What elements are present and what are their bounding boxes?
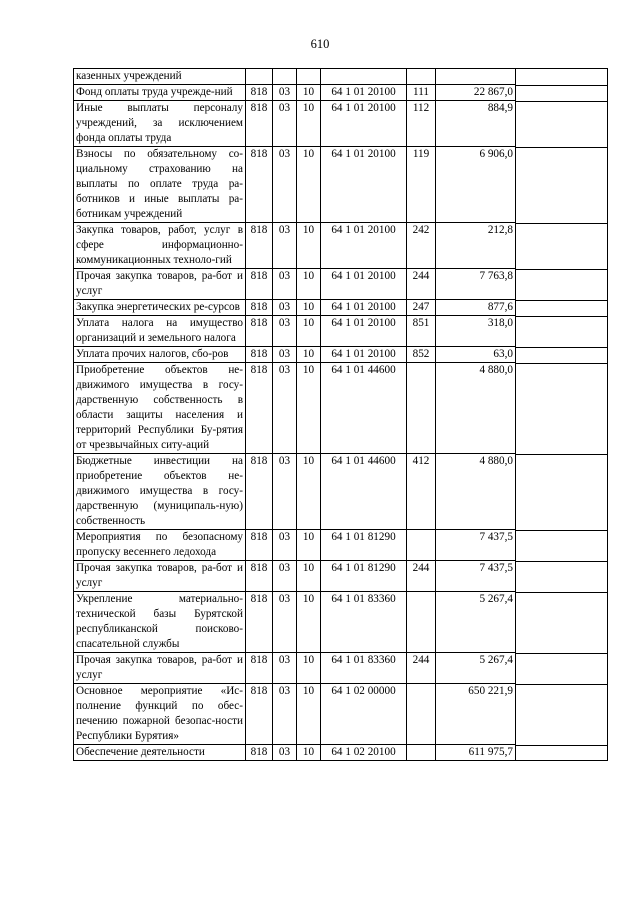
row-subsection-code-cell: 10 (297, 269, 321, 300)
row-name-cell: Взносы по обязательному со-циальному страхованию на выплаты по оплате труда ра-ботников и иные выплаты ра-ботникам учреждений (74, 147, 246, 223)
row-target-article-cell: 64 1 01 20100 (321, 300, 407, 316)
row-target-article-cell: 64 1 01 44600 (321, 454, 407, 530)
row-amount-cell: 877,6 (436, 300, 516, 316)
row-name-cell: Фонд оплаты труда учрежде-ний (74, 85, 246, 101)
row-target-article-cell: 64 1 01 20100 (321, 223, 407, 269)
table-row (74, 561, 516, 592)
row-target-article-cell: 64 1 01 83360 (321, 653, 407, 684)
row-amount-cell: 5 267,4 (436, 592, 516, 653)
row-subsection-code-cell: 10 (297, 363, 321, 454)
row-admin-code-cell: 818 (246, 347, 273, 363)
row-expense-type-cell: 112 (407, 101, 436, 147)
row-divider (515, 85, 607, 86)
row-divider (515, 653, 607, 654)
row-admin-code-cell: 818 (246, 530, 273, 561)
row-name-cell: Уплата налога на имущество организаций и земельного налога (74, 316, 246, 347)
row-target-article-cell: 64 1 01 20100 (321, 316, 407, 347)
row-section-code-cell: 03 (273, 85, 297, 101)
row-admin-code-cell: 818 (246, 300, 273, 316)
row-divider (515, 454, 607, 455)
row-admin-code-cell: 818 (246, 223, 273, 269)
row-subsection-code-cell: 10 (297, 85, 321, 101)
row-admin-code-cell: 818 (246, 454, 273, 530)
row-section-code-cell: 03 (273, 653, 297, 684)
row-amount-cell: 63,0 (436, 347, 516, 363)
row-target-article-cell: 64 1 01 20100 (321, 269, 407, 300)
row-admin-code-cell: 818 (246, 592, 273, 653)
table-row (74, 316, 516, 347)
row-divider (515, 745, 607, 746)
table-row (74, 454, 516, 530)
row-amount-cell: 22 867,0 (436, 85, 516, 101)
row-section-code-cell: 03 (273, 561, 297, 592)
row-section-code-cell: 03 (273, 592, 297, 653)
row-admin-code-cell: 818 (246, 316, 273, 347)
row-subsection-code-cell: 10 (297, 347, 321, 363)
row-section-code-cell: 03 (273, 269, 297, 300)
row-subsection-code-cell: 10 (297, 561, 321, 592)
row-target-article-cell: 64 1 01 20100 (321, 85, 407, 101)
row-target-article-cell: 64 1 01 20100 (321, 147, 407, 223)
row-section-code-cell: 03 (273, 316, 297, 347)
row-amount-cell: 4 880,0 (436, 363, 516, 454)
row-section-code-cell: 03 (273, 454, 297, 530)
row-subsection-code-cell: 10 (297, 147, 321, 223)
row-name-cell: Закупка товаров, работ, услуг в сфере информационно-коммуникационных техноло-гий (74, 223, 246, 269)
row-subsection-code-cell: 10 (297, 653, 321, 684)
row-subsection-code-cell: 10 (297, 454, 321, 530)
row-divider (515, 300, 607, 301)
budget-table (73, 68, 516, 761)
row-divider (515, 684, 607, 685)
table-row (74, 101, 516, 147)
row-divider (515, 760, 607, 761)
row-name-cell: Укрепление материально-технической базы Бурятской республиканской поисково-спасательной службы (74, 592, 246, 653)
row-section-code-cell: 03 (273, 300, 297, 316)
row-divider (515, 147, 607, 148)
row-amount-cell: 7 437,5 (436, 530, 516, 561)
table-body (74, 69, 516, 761)
row-target-article-cell: 64 1 02 00000 (321, 684, 407, 745)
row-section-code-cell: 03 (273, 147, 297, 223)
row-name-cell: Уплата прочих налогов, сбо-ров (74, 347, 246, 363)
row-name-cell: Прочая закупка товаров, ра-бот и услуг (74, 269, 246, 300)
row-expense-type-cell: 247 (407, 300, 436, 316)
row-expense-type-cell: 412 (407, 454, 436, 530)
row-admin-code-cell: 818 (246, 101, 273, 147)
table-row (74, 363, 516, 454)
row-subsection-code-cell: 10 (297, 316, 321, 347)
row-expense-type-cell (407, 363, 436, 454)
row-subsection-code-cell: 10 (297, 300, 321, 316)
row-admin-code-cell (246, 69, 273, 85)
row-target-article-cell: 64 1 01 81290 (321, 530, 407, 561)
row-section-code-cell: 03 (273, 363, 297, 454)
row-admin-code-cell: 818 (246, 363, 273, 454)
row-target-article-cell: 64 1 01 81290 (321, 561, 407, 592)
table-row (74, 592, 516, 653)
row-expense-type-cell (407, 684, 436, 745)
row-subsection-code-cell: 10 (297, 684, 321, 745)
row-amount-cell: 4 880,0 (436, 454, 516, 530)
table-row (74, 347, 516, 363)
row-section-code-cell (273, 69, 297, 85)
row-expense-type-cell: 244 (407, 561, 436, 592)
row-divider (515, 101, 607, 102)
row-target-article-cell: 64 1 01 20100 (321, 347, 407, 363)
table-row (74, 147, 516, 223)
row-name-cell: Прочая закупка товаров, ра-бот и услуг (74, 653, 246, 684)
row-section-code-cell: 03 (273, 223, 297, 269)
table-row (74, 300, 516, 316)
row-admin-code-cell: 818 (246, 745, 273, 761)
row-expense-type-cell: 244 (407, 269, 436, 300)
row-target-article-cell: 64 1 01 83360 (321, 592, 407, 653)
row-divider (515, 269, 607, 270)
row-amount-cell (436, 69, 516, 85)
table-row (74, 223, 516, 269)
table-row (74, 85, 516, 101)
row-name-cell: Основное мероприятие «Ис-полнение функций по обес-печению пожарной безопас-ности Республики Бурятия» (74, 684, 246, 745)
row-target-article-cell: 64 1 02 20100 (321, 745, 407, 761)
row-subsection-code-cell: 10 (297, 223, 321, 269)
row-subsection-code-cell: 10 (297, 745, 321, 761)
row-section-code-cell: 03 (273, 101, 297, 147)
row-subsection-code-cell: 10 (297, 101, 321, 147)
row-expense-type-cell (407, 530, 436, 561)
row-name-cell: Мероприятия по безопасному пропуску весеннего ледохода (74, 530, 246, 561)
row-divider (515, 316, 607, 317)
table-row (74, 269, 516, 300)
row-subsection-code-cell: 10 (297, 592, 321, 653)
row-name-cell: казенных учреждений (74, 69, 246, 85)
table-row (74, 684, 516, 745)
row-target-article-cell: 64 1 01 20100 (321, 101, 407, 147)
row-subsection-code-cell (297, 69, 321, 85)
row-admin-code-cell: 818 (246, 147, 273, 223)
row-subsection-code-cell: 10 (297, 530, 321, 561)
row-divider (515, 223, 607, 224)
row-target-article-cell: 64 1 01 44600 (321, 363, 407, 454)
row-expense-type-cell: 244 (407, 653, 436, 684)
row-admin-code-cell: 818 (246, 684, 273, 745)
row-admin-code-cell: 818 (246, 269, 273, 300)
row-divider (515, 347, 607, 348)
row-expense-type-cell: 852 (407, 347, 436, 363)
row-admin-code-cell: 818 (246, 653, 273, 684)
row-expense-type-cell (407, 69, 436, 85)
row-expense-type-cell: 851 (407, 316, 436, 347)
row-expense-type-cell (407, 592, 436, 653)
row-divider (515, 561, 607, 562)
table-row (74, 745, 516, 761)
row-name-cell: Приобретение объектов не-движимого имущества в госу-дарственную собственность в области защиты населения и территорий Республики Бу-рятия от чрезвычайных ситу-аций (74, 363, 246, 454)
row-expense-type-cell: 242 (407, 223, 436, 269)
row-amount-cell: 7 437,5 (436, 561, 516, 592)
row-section-code-cell: 03 (273, 530, 297, 561)
row-target-article-cell (321, 69, 407, 85)
row-admin-code-cell: 818 (246, 561, 273, 592)
row-amount-cell: 318,0 (436, 316, 516, 347)
row-amount-cell: 611 975,7 (436, 745, 516, 761)
table-row (74, 530, 516, 561)
row-amount-cell: 6 906,0 (436, 147, 516, 223)
row-name-cell: Обеспечение деятельности (74, 745, 246, 761)
row-admin-code-cell: 818 (246, 85, 273, 101)
table-row (74, 653, 516, 684)
row-expense-type-cell: 119 (407, 147, 436, 223)
blank-column (515, 68, 608, 761)
row-divider (515, 530, 607, 531)
row-divider (515, 592, 607, 593)
row-divider (515, 363, 607, 364)
row-section-code-cell: 03 (273, 347, 297, 363)
table-row (74, 69, 516, 85)
row-section-code-cell: 03 (273, 745, 297, 761)
row-amount-cell: 5 267,4 (436, 653, 516, 684)
row-name-cell: Иные выплаты персоналу учреждений, за исключением фонда оплаты труда (74, 101, 246, 147)
row-name-cell: Прочая закупка товаров, ра-бот и услуг (74, 561, 246, 592)
row-section-code-cell: 03 (273, 684, 297, 745)
row-amount-cell: 7 763,8 (436, 269, 516, 300)
row-name-cell: Закупка энергетических ре-сурсов (74, 300, 246, 316)
row-amount-cell: 650 221,9 (436, 684, 516, 745)
page-number: 610 (310, 37, 330, 51)
row-amount-cell: 212,8 (436, 223, 516, 269)
row-amount-cell: 884,9 (436, 101, 516, 147)
row-expense-type-cell: 111 (407, 85, 436, 101)
row-name-cell: Бюджетные инвестиции на приобретение объектов не-движимого имущества в госу-дарственную (муниципаль-ную) собственность (74, 454, 246, 530)
row-expense-type-cell (407, 745, 436, 761)
